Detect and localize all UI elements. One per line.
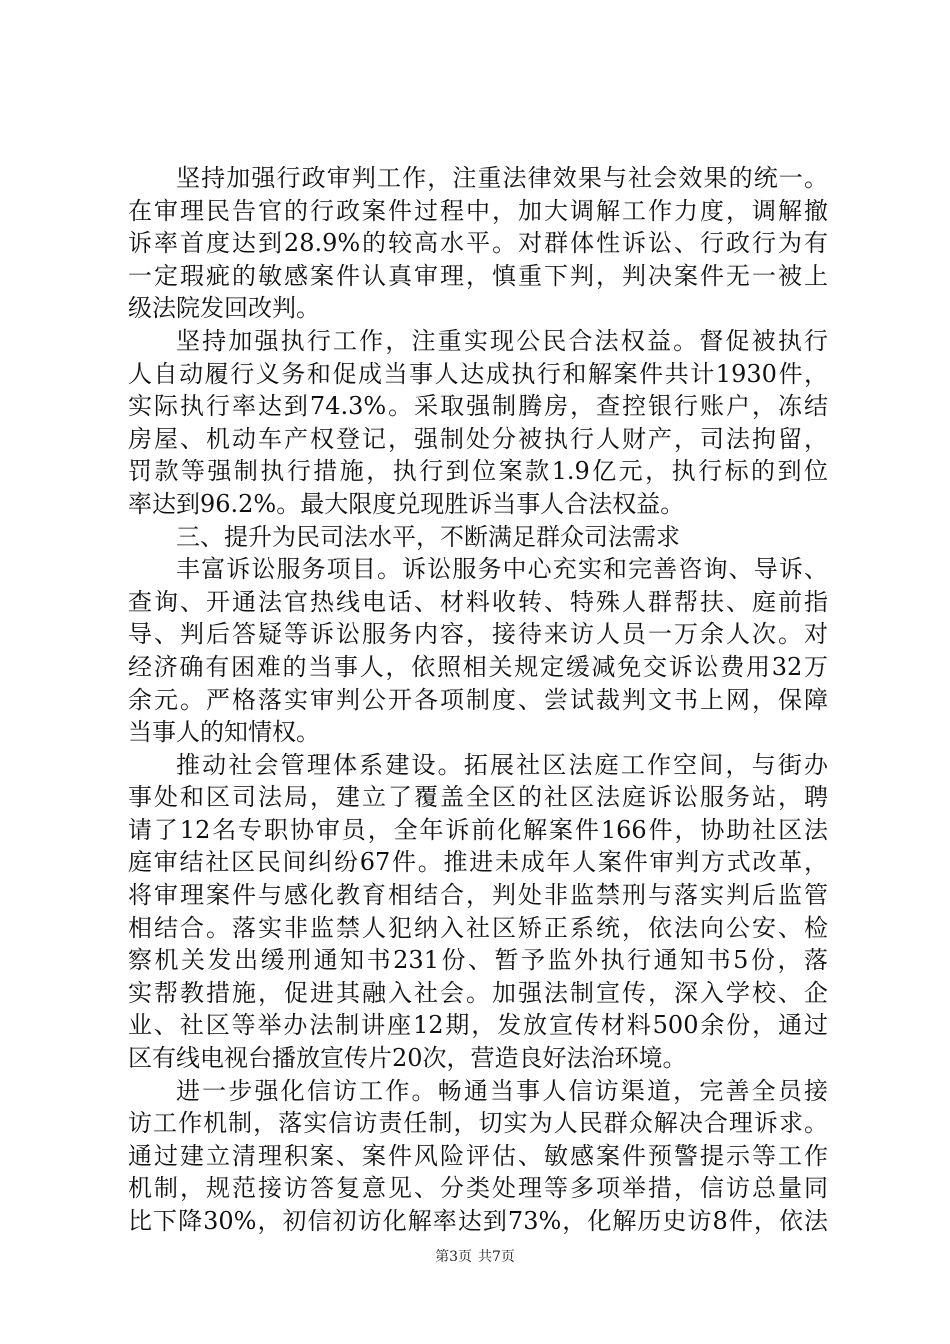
text-line: 通过建立清理积案、案件风险评估、敏感案件预警提示等工作 [128, 1141, 828, 1170]
text-line: 经济确有困难的当事人，依照相关规定缓减免交诉讼费用32万 [128, 652, 828, 681]
text-line: 当事人的知情权。 [128, 718, 320, 747]
text-line: 导、判后答疑等诉讼服务内容，接待来访人员一万余人次。对 [128, 620, 828, 649]
text-line: 坚持加强行政审判工作，注重法律效果与社会效果的统一。 [176, 164, 828, 192]
text-line: 相结合。落实非监禁人犯纳入社区矫正系统，依法向公安、检 [128, 913, 828, 942]
text-line: 庭审结社区民间纠纷67件。推进未成年人案件审判方式改革， [128, 848, 828, 877]
page-footer [0, 1247, 950, 1267]
text-line: 察机关发出缓刑通知书231份、暂予监外执行通知书5份，落 [128, 946, 828, 975]
text-line: 请了12名专职协审员，全年诉前化解案件166件，协助社区法 [128, 815, 828, 844]
page-number: 第3页 [435, 1249, 472, 1265]
text-line: 访工作机制，落实信访责任制，切实为人民群众解决合理诉求。 [128, 1109, 828, 1138]
text-line: 查询、开通法官热线电话、材料收转、特殊人群帮扶、庭前指 [128, 587, 828, 616]
text-line: 人自动履行义务和促成当事人达成执行和解案件共计1930件， [128, 359, 828, 388]
text-line: 将审理案件与感化教育相结合，判处非监禁刑与落实判后监管 [128, 881, 828, 910]
text-line: 罚款等强制执行措施，执行到位案款1.9亿元，执行标的到位 [128, 457, 828, 486]
text-line: 房屋、机动车产权登记，强制处分被执行人财产，司法拘留， [128, 424, 828, 453]
text-line: 级法院发回改判。 [128, 294, 320, 323]
text-line: 率达到96.2%。最大限度兑现胜诉当事人合法权益。 [128, 489, 685, 518]
text-line: 实际执行率达到74.3%。采取强制腾房，查控银行账户，冻结 [128, 392, 828, 421]
text-line: 余元。严格落实审判公开各项制度、尝试裁判文书上网，保障 [128, 685, 828, 714]
text-line: 丰富诉讼服务项目。诉讼服务中心充实和完善咨询、导诉、 [176, 555, 828, 584]
text-line: 进一步强化信访工作。畅通当事人信访渠道，完善全员接 [176, 1076, 828, 1105]
text-line: 实帮教措施，促进其融入社会。加强法制宣传，深入学校、企 [128, 978, 828, 1007]
page-total: 共7页 [478, 1249, 515, 1265]
text-line: 一定瑕疵的敏感案件认真审理，慎重下判，判决案件无一被上 [128, 261, 828, 290]
document-body [128, 162, 828, 1238]
text-line: 区有线电视台播放宣传片20次，营造良好法治环境。 [128, 1044, 687, 1073]
text-line: 业、社区等举办法制讲座12期，发放宣传材料500余份，通过 [128, 1011, 828, 1040]
text-line: 比下降30%，初信初访化解率达到73%，化解历史访8件，依法 [128, 1207, 828, 1235]
text-line: 推动社会管理体系建设。拓展社区法庭工作空间，与街办 [176, 750, 828, 779]
text-line: 诉率首度达到28.9%的较高水平。对群体性诉讼、行政行为有 [128, 229, 828, 258]
text-line: 在审理民告官的行政案件过程中，加大调解工作力度，调解撤 [128, 196, 828, 225]
text-line: 机制，规范接访答复意见、分类处理等多项举措，信访总量同 [128, 1174, 828, 1203]
text-line: 事处和区司法局，建立了覆盖全区的社区法庭诉讼服务站，聘 [128, 783, 828, 812]
text-line: 坚持加强执行工作，注重实现公民合法权益。督促被执行 [176, 326, 828, 355]
text-line: 三、提升为民司法水平，不断满足群众司法需求 [176, 522, 680, 551]
